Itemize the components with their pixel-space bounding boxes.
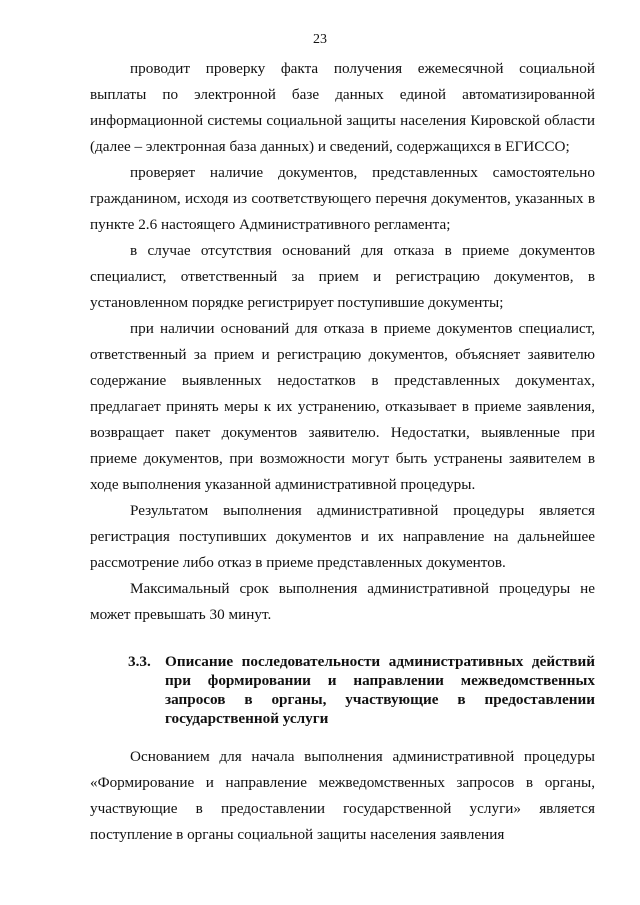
body-text-bottom (90, 744, 595, 848)
section-title: Описание последовательности административных действий при формировании и направлении межведомственных запросов в органы, участвующие в предоставлении государственной услуги (165, 653, 595, 727)
paragraph: Основанием для начала выполнения административной процедуры «Формирование и направление межведомственных запросов в органы, участвующие в предоставлении государственной услуги» является поступление в органы социальной защиты населения заявления (90, 748, 595, 843)
page-number: 23 (313, 32, 327, 47)
body-text-top (90, 56, 595, 628)
paragraph: проверяет наличие документов, представленных самостоятельно гражданином, исходя из соответствующего перечня документов, указанных в пункте 2.6 настоящего Административного регламента; (90, 164, 595, 233)
paragraph: в случае отсутствия оснований для отказа в приеме документов специалист, ответственный за прием и регистрацию документов, в установленном порядке регистрирует поступившие документы; (90, 242, 595, 311)
paragraph: при наличии оснований для отказа в приеме документов специалист, ответственный за прием и регистрацию документов, объясняет заявителю содержание выявленных недостатков в представленных документах, предлагает принять меры к их устранению, отказывает в приеме заявления, возвращает пакет документов заявителю. Недостатки, выявленные при приеме документов, при возможности могут быть устранены заявителем в ходе выполнения указанной административной процедуры. (90, 320, 595, 493)
section-number: 3.3. (128, 653, 151, 670)
paragraph: проводит проверку факта получения ежемесячной социальной выплаты по электронной базе данных единой автоматизированной информационной системы социальной защиты населения Кировской области (далее – электронная база данных) и сведений, содержащихся в ЕГИССО; (90, 60, 595, 155)
paragraph: Результатом выполнения административной процедуры является регистрация поступивших документов и их направление на дальнейшее рассмотрение либо отказ в приеме представленных документов. (90, 502, 595, 571)
paragraph: Максимальный срок выполнения административной процедуры не может превышать 30 минут. (90, 580, 595, 623)
section-heading (128, 652, 595, 728)
